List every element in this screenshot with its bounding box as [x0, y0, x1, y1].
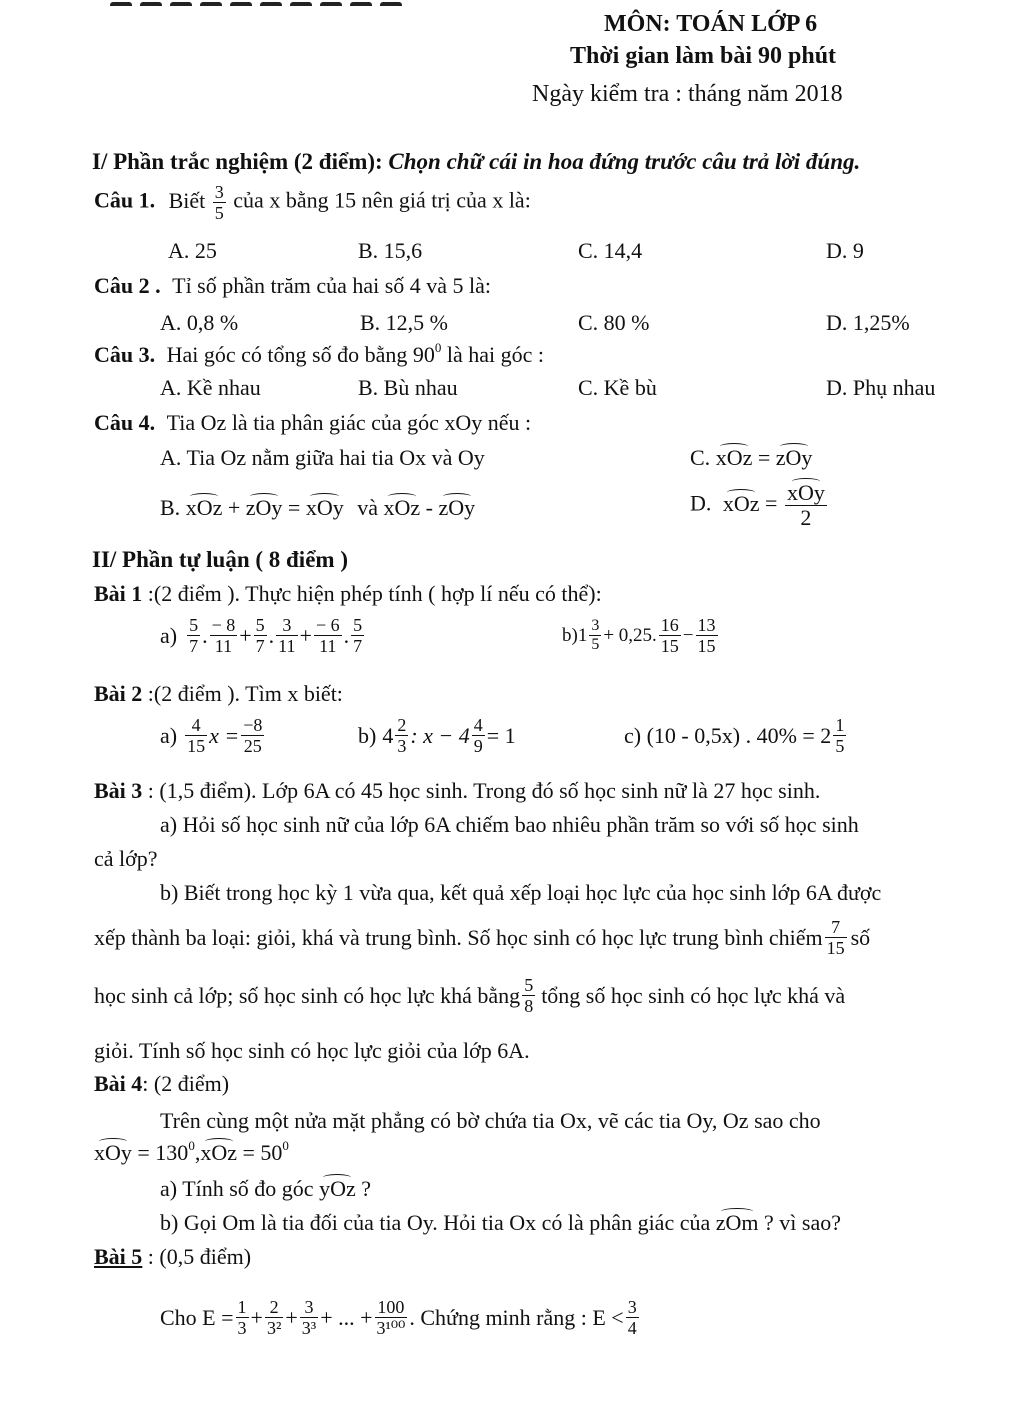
- angle-xOy: xOy: [94, 1140, 132, 1165]
- q1-text-before: Biết: [168, 187, 206, 213]
- bai1-expression-a: a) $\frac{5}{7}$ . $\frac{- 8}{11}$ + $\frac{5}{7}$ . $\frac{3}{11}$ + $\frac{- 6}{11}$ . $\frac{5}{7}$: [160, 615, 363, 656]
- angle-zOy: zOy: [775, 445, 813, 470]
- question-2: [94, 275, 491, 297]
- bai3-b-line1: b) Biết trong học kỳ 1 vừa qua, kết quả xếp loại học lực của học sinh lớp 6A được: [160, 880, 882, 905]
- q2-text: Tỉ số phần trăm của hai số 4 và 5 là:: [172, 273, 492, 298]
- question-1: [94, 183, 531, 222]
- q4-d-fraction: $\frac{\text{xOy}}{2}$: [786, 480, 825, 530]
- bai3-b-line2: xếp thành ba loại: giỏi, khá và trung bình. Số học sinh có học lực trung bình chiếm $\frac{7}{15}$ số: [94, 917, 871, 958]
- bai3-b-line4: giỏi. Tính số học sinh có học lực giỏi của lớp 6A.: [94, 1038, 530, 1063]
- angle-zOy: zOy: [245, 495, 283, 520]
- bai4-part-a: a) Tính số đo góc yOz ?: [160, 1176, 371, 1201]
- bai1-expression-b: b) 1 $\frac{3}{5}$ + 0,25. $\frac{16}{15}$ − $\frac{13}{15}$: [562, 615, 716, 656]
- angle-xOz: xOz: [185, 495, 223, 520]
- angle-xOz: xOz: [383, 495, 421, 520]
- bai1-heading: Bài 1 :(2 điểm ). Thực hiện phép tính ( hợp lí nếu có thể):: [94, 581, 602, 606]
- bai3-a-line1: a) Hỏi số học sinh nữ của lớp 6A chiếm bao nhiêu phần trăm so với số học sinh: [160, 812, 859, 837]
- bai4-heading: Bài 4: (2 điểm): [94, 1071, 230, 1096]
- bai3-b-line3: học sinh cả lớp; số học sinh có học lực khá bằng $\frac{5}{8}$ tổng số học sinh có học lực khá và: [94, 975, 846, 1016]
- bai4-part-b: b) Gọi Om là tia đối của tia Oy. Hỏi tia Ox có là phân giác của zOm ? vì sao?: [160, 1210, 841, 1235]
- exam-duration: Thời gian làm bài 90 phút: [570, 43, 837, 69]
- q4-label: Câu 4.: [94, 410, 156, 435]
- bai5-heading: Bài 5 : (0,5 điểm): [94, 1244, 252, 1269]
- part1-heading: [92, 150, 860, 173]
- angle-xOz: xOz: [715, 445, 753, 470]
- q1-label: Câu 1.: [94, 187, 156, 213]
- q1-fraction: $\frac{3}{5}$: [214, 182, 224, 223]
- part2-heading: II/ Phần tự luận ( 8 điểm ): [92, 547, 348, 572]
- angle-xOy: xOy: [305, 495, 344, 520]
- bai5-statement: Cho E = $\frac{1}{3}$ + $\frac{2}{\text{3²}}$ + $\frac{3}{\text{3³}}$ + ... + $\frac{100}{\text{3¹⁰⁰}}$ . Chứng minh rằng : E < $\frac{3}{4}$: [160, 1297, 637, 1338]
- bai3-intro: Bài 3 : (1,5 điểm). Lớp 6A có 45 học sinh. Trong đó số học sinh nữ là 27 học sinh.: [94, 778, 821, 803]
- cropped-school-header: [110, 0, 460, 6]
- q3-text-before: Hai góc có tổng số đo bằng 90: [166, 342, 435, 367]
- exam-date: Ngày kiểm tra : tháng năm 2018: [532, 81, 843, 107]
- q3-option-c[interactable]: C. Kề bù: [578, 375, 657, 400]
- subject-title: MÔN: TOÁN LỚP 6: [604, 11, 818, 37]
- q1-option-a[interactable]: A. 25: [168, 238, 217, 263]
- question-4: [94, 412, 531, 434]
- q4-option-b[interactable]: B. xOz + zOy = xOy và xOz - zOy: [160, 495, 476, 520]
- q1-text-after: của x bằng 15 nên giá trị của x là:: [233, 187, 531, 213]
- q3-option-a[interactable]: A. Kề nhau: [160, 375, 261, 400]
- q3-text-after: là hai góc :: [441, 342, 544, 367]
- q4-text: Tia Oz là tia phân giác của góc xOy nếu :: [166, 410, 532, 435]
- q2-option-b[interactable]: B. 12,5 %: [360, 310, 448, 335]
- q2-option-c[interactable]: C. 80 %: [578, 310, 650, 335]
- part1-title: I/ Phần trắc nghiệm (2 điểm):: [92, 149, 383, 174]
- q2-label: Câu 2 .: [94, 273, 161, 298]
- bai2-heading: Bài 2 :(2 điểm ). Tìm x biết:: [94, 681, 343, 706]
- q3-option-b[interactable]: B. Bù nhau: [358, 375, 458, 400]
- question-3: [94, 340, 544, 367]
- bai2-part-c: c) (10 - 0,5x) . 40% = 2 $\frac{1}{5}$: [624, 715, 845, 756]
- q4-option-a[interactable]: A. Tia Oz nằm giữa hai tia Ox và Oy: [160, 445, 485, 470]
- q1-option-b[interactable]: B. 15,6: [358, 238, 423, 263]
- angle-xOz: xOz: [722, 490, 760, 516]
- q3-degree: 0: [434, 340, 442, 355]
- bai3-a-line2: cả lớp?: [94, 846, 158, 871]
- q2-option-a[interactable]: A. 0,8 %: [160, 310, 239, 335]
- angle-yOz: yOz: [319, 1176, 356, 1201]
- angle-zOy: zOy: [438, 495, 476, 520]
- bai2-part-a: a) $\frac{4}{15}$ x = $\frac{-8}{25}$: [160, 715, 263, 756]
- q1-option-c[interactable]: C. 14,4: [578, 238, 643, 263]
- bai4-line2: xOy = $130^0,xOz = 50^0$: [94, 1138, 289, 1165]
- angle-xOz: xOz: [200, 1140, 237, 1165]
- q4-option-d[interactable]: D. xOz = $\frac{\text{xOy}}{2}$: [690, 480, 825, 530]
- q3-option-d[interactable]: D. Phụ nhau: [826, 375, 936, 400]
- bai4-line1: Trên cùng một nửa mặt phẳng có bờ chứa tia Ox, vẽ các tia Oy, Oz sao cho: [160, 1108, 821, 1133]
- q4-option-c[interactable]: C. xOz = zOy: [690, 445, 813, 470]
- q1-option-d[interactable]: D. 9: [826, 238, 864, 263]
- bai2-part-b: b) 4 $\frac{2}{3}$ : x − 4 $\frac{4}{9}$ = 1: [358, 715, 516, 756]
- q3-label: Câu 3.: [94, 342, 156, 367]
- part1-instruction: Chọn chữ cái in hoa đứng trước câu trả lời đúng.: [388, 149, 861, 174]
- q2-option-d[interactable]: D. 1,25%: [826, 310, 910, 335]
- angle-zOm: zOm: [715, 1210, 759, 1235]
